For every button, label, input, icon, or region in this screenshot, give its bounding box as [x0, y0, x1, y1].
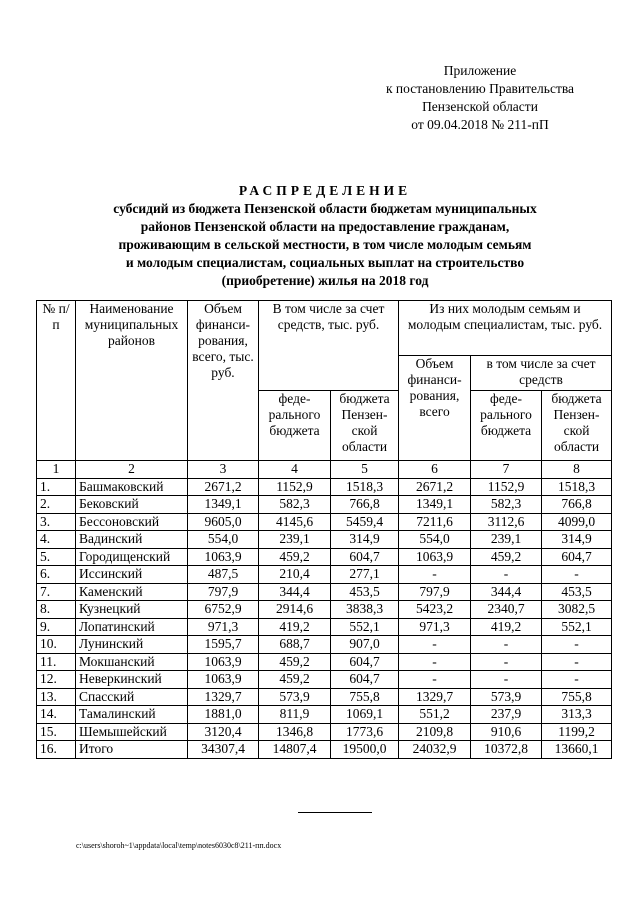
- row-number: 11.: [37, 653, 76, 671]
- table-row: [37, 671, 612, 689]
- district-name: Вадинский: [76, 531, 188, 549]
- value-cell: 1346,8: [259, 723, 331, 741]
- value-cell: 554,0: [399, 531, 471, 549]
- header-young: Из них молодым семьям и молодым специалистам, тыс. руб.: [399, 301, 612, 356]
- title-line: и молодым специалистам, социальных выплат на строительство: [125, 255, 525, 270]
- value-cell: 239,1: [259, 531, 331, 549]
- value-cell: 1518,3: [542, 478, 612, 496]
- value-cell: 907,0: [331, 636, 399, 654]
- appendix-line: Приложение: [443, 63, 517, 78]
- col-number: 6: [399, 461, 471, 479]
- value-cell: 582,3: [259, 496, 331, 514]
- value-cell: 277,1: [331, 566, 399, 584]
- row-number: 12.: [37, 671, 76, 689]
- value-cell: 797,9: [188, 583, 259, 601]
- value-cell: 459,2: [259, 548, 331, 566]
- value-cell: -: [542, 566, 612, 584]
- value-cell: 1199,2: [542, 723, 612, 741]
- value-cell: -: [471, 671, 542, 689]
- value-cell: 1063,9: [188, 548, 259, 566]
- row-number: 10.: [37, 636, 76, 654]
- value-cell: 459,2: [471, 548, 542, 566]
- value-cell: 2671,2: [399, 478, 471, 496]
- value-cell: 3112,6: [471, 513, 542, 531]
- value-cell: 797,9: [399, 583, 471, 601]
- table-row: [37, 548, 612, 566]
- value-cell: 10372,8: [471, 741, 542, 759]
- col-number: 3: [188, 461, 259, 479]
- value-cell: 419,2: [471, 618, 542, 636]
- table-row: [37, 723, 612, 741]
- row-number: 1.: [37, 478, 76, 496]
- value-cell: 3082,5: [542, 601, 612, 619]
- value-cell: -: [471, 636, 542, 654]
- value-cell: 1152,9: [471, 478, 542, 496]
- value-cell: -: [542, 671, 612, 689]
- value-cell: 19500,0: [331, 741, 399, 759]
- value-cell: -: [399, 671, 471, 689]
- value-cell: -: [399, 653, 471, 671]
- district-name: Лопатинский: [76, 618, 188, 636]
- value-cell: 4145,6: [259, 513, 331, 531]
- district-name: Иссинский: [76, 566, 188, 584]
- value-cell: 1881,0: [188, 706, 259, 724]
- district-name: Шемышейский: [76, 723, 188, 741]
- table-row: [37, 688, 612, 706]
- district-name: Бековский: [76, 496, 188, 514]
- row-number: 8.: [37, 601, 76, 619]
- header-fed2: феде-рального бюджета: [471, 391, 542, 461]
- district-name: Спасский: [76, 688, 188, 706]
- table-row: [37, 636, 612, 654]
- district-name: Итого: [76, 741, 188, 759]
- col-number: 5: [331, 461, 399, 479]
- title-line: субсидий из бюджета Пензенской области бюджетам муниципальных: [113, 201, 537, 216]
- district-name: Городищенский: [76, 548, 188, 566]
- row-number: 15.: [37, 723, 76, 741]
- value-cell: 688,7: [259, 636, 331, 654]
- value-cell: 1063,9: [399, 548, 471, 566]
- value-cell: 1069,1: [331, 706, 399, 724]
- value-cell: 210,4: [259, 566, 331, 584]
- value-cell: 1773,6: [331, 723, 399, 741]
- title-heading: РАСПРЕДЕЛЕНИЕ: [238, 183, 412, 198]
- header-reg: бюджета Пензен-ской области: [331, 391, 399, 461]
- title-line: районов Пензенской области на предоставление гражданам,: [140, 219, 510, 234]
- footer-separator: [298, 812, 372, 813]
- row-number: 7.: [37, 583, 76, 601]
- document-title: [40, 182, 610, 290]
- district-name: Бессоновский: [76, 513, 188, 531]
- value-cell: 1063,9: [188, 653, 259, 671]
- header-reg2: бюджета Пензен-ской области: [542, 391, 612, 461]
- header-num: № п/п: [37, 301, 76, 461]
- value-cell: 453,5: [542, 583, 612, 601]
- distribution-table: [36, 300, 612, 759]
- file-path: c:\users\shoroh~1\appdata\local\temp\notes6030c8\211-пп.docx: [76, 841, 282, 850]
- table-row: [37, 618, 612, 636]
- value-cell: 9605,0: [188, 513, 259, 531]
- district-name: Мокшанский: [76, 653, 188, 671]
- table-row: [37, 741, 612, 759]
- value-cell: 1329,7: [399, 688, 471, 706]
- col-number: 4: [259, 461, 331, 479]
- header-fed: феде-рального бюджета: [259, 391, 331, 461]
- district-name: Каменский: [76, 583, 188, 601]
- value-cell: -: [399, 566, 471, 584]
- table-row: [37, 706, 612, 724]
- row-number: 2.: [37, 496, 76, 514]
- column-number-row: [37, 461, 612, 479]
- appendix-line: Пензенской области: [422, 99, 538, 114]
- table-row: [37, 531, 612, 549]
- value-cell: 5459,4: [331, 513, 399, 531]
- appendix-line: к постановлению Правительства: [385, 81, 575, 96]
- value-cell: 487,5: [188, 566, 259, 584]
- value-cell: 14807,4: [259, 741, 331, 759]
- value-cell: 419,2: [259, 618, 331, 636]
- row-number: 9.: [37, 618, 76, 636]
- table-row: [37, 566, 612, 584]
- value-cell: 551,2: [399, 706, 471, 724]
- value-cell: 5423,2: [399, 601, 471, 619]
- value-cell: 755,8: [331, 688, 399, 706]
- value-cell: 1518,3: [331, 478, 399, 496]
- value-cell: 4099,0: [542, 513, 612, 531]
- value-cell: 554,0: [188, 531, 259, 549]
- value-cell: 604,7: [331, 548, 399, 566]
- col-number: 2: [76, 461, 188, 479]
- value-cell: 766,8: [331, 496, 399, 514]
- value-cell: 604,7: [331, 671, 399, 689]
- header-incl: В том числе за счет средств, тыс. руб.: [259, 301, 399, 391]
- value-cell: 2109,8: [399, 723, 471, 741]
- table-row: [37, 583, 612, 601]
- value-cell: 239,1: [471, 531, 542, 549]
- col-number: 7: [471, 461, 542, 479]
- value-cell: 604,7: [331, 653, 399, 671]
- appendix-line: от 09.04.2018 № 211-пП: [411, 117, 549, 132]
- value-cell: 1063,9: [188, 671, 259, 689]
- table-row: [37, 496, 612, 514]
- table-row: [37, 478, 612, 496]
- row-number: 3.: [37, 513, 76, 531]
- row-number: 5.: [37, 548, 76, 566]
- value-cell: 237,9: [471, 706, 542, 724]
- header-name: Наименование муниципальных районов: [76, 301, 188, 461]
- value-cell: 1595,7: [188, 636, 259, 654]
- value-cell: -: [399, 636, 471, 654]
- value-cell: 1349,1: [188, 496, 259, 514]
- col-number: 1: [37, 461, 76, 479]
- value-cell: 453,5: [331, 583, 399, 601]
- value-cell: 313,3: [542, 706, 612, 724]
- district-name: Кузнецкий: [76, 601, 188, 619]
- value-cell: 314,9: [331, 531, 399, 549]
- row-number: 14.: [37, 706, 76, 724]
- value-cell: 34307,4: [188, 741, 259, 759]
- value-cell: 552,1: [331, 618, 399, 636]
- table-row: [37, 513, 612, 531]
- value-cell: 2914,6: [259, 601, 331, 619]
- value-cell: 3838,3: [331, 601, 399, 619]
- value-cell: 552,1: [542, 618, 612, 636]
- value-cell: 2671,2: [188, 478, 259, 496]
- value-cell: 2340,7: [471, 601, 542, 619]
- row-number: 16.: [37, 741, 76, 759]
- district-name: Лунинский: [76, 636, 188, 654]
- value-cell: 1349,1: [399, 496, 471, 514]
- row-number: 6.: [37, 566, 76, 584]
- value-cell: 24032,9: [399, 741, 471, 759]
- table-row: [37, 653, 612, 671]
- header-young-total: Объем финанси-рования, всего: [399, 356, 471, 461]
- value-cell: -: [471, 653, 542, 671]
- title-line: (приобретение) жилья на 2018 год: [221, 273, 429, 288]
- value-cell: -: [542, 653, 612, 671]
- table-row: [37, 601, 612, 619]
- value-cell: 3120,4: [188, 723, 259, 741]
- value-cell: 573,9: [471, 688, 542, 706]
- value-cell: 1329,7: [188, 688, 259, 706]
- value-cell: 344,4: [259, 583, 331, 601]
- value-cell: 459,2: [259, 671, 331, 689]
- value-cell: 459,2: [259, 653, 331, 671]
- value-cell: 314,9: [542, 531, 612, 549]
- value-cell: 604,7: [542, 548, 612, 566]
- value-cell: 13660,1: [542, 741, 612, 759]
- header-total: Объем финанси-рования, всего, тыс. руб.: [188, 301, 259, 461]
- value-cell: 6752,9: [188, 601, 259, 619]
- value-cell: -: [542, 636, 612, 654]
- row-number: 13.: [37, 688, 76, 706]
- value-cell: -: [471, 566, 542, 584]
- value-cell: 766,8: [542, 496, 612, 514]
- header-young-incl: в том числе за счет средств: [471, 356, 612, 391]
- value-cell: 573,9: [259, 688, 331, 706]
- col-number: 8: [542, 461, 612, 479]
- title-line: проживающим в сельской местности, в том числе молодым семьям: [118, 237, 532, 252]
- district-name: Неверкинский: [76, 671, 188, 689]
- value-cell: 582,3: [471, 496, 542, 514]
- row-number: 4.: [37, 531, 76, 549]
- value-cell: 1152,9: [259, 478, 331, 496]
- value-cell: 971,3: [399, 618, 471, 636]
- value-cell: 344,4: [471, 583, 542, 601]
- value-cell: 7211,6: [399, 513, 471, 531]
- value-cell: 910,6: [471, 723, 542, 741]
- value-cell: 811,9: [259, 706, 331, 724]
- value-cell: 755,8: [542, 688, 612, 706]
- value-cell: 971,3: [188, 618, 259, 636]
- appendix-block: [360, 62, 590, 134]
- district-name: Тамалинский: [76, 706, 188, 724]
- district-name: Башмаковский: [76, 478, 188, 496]
